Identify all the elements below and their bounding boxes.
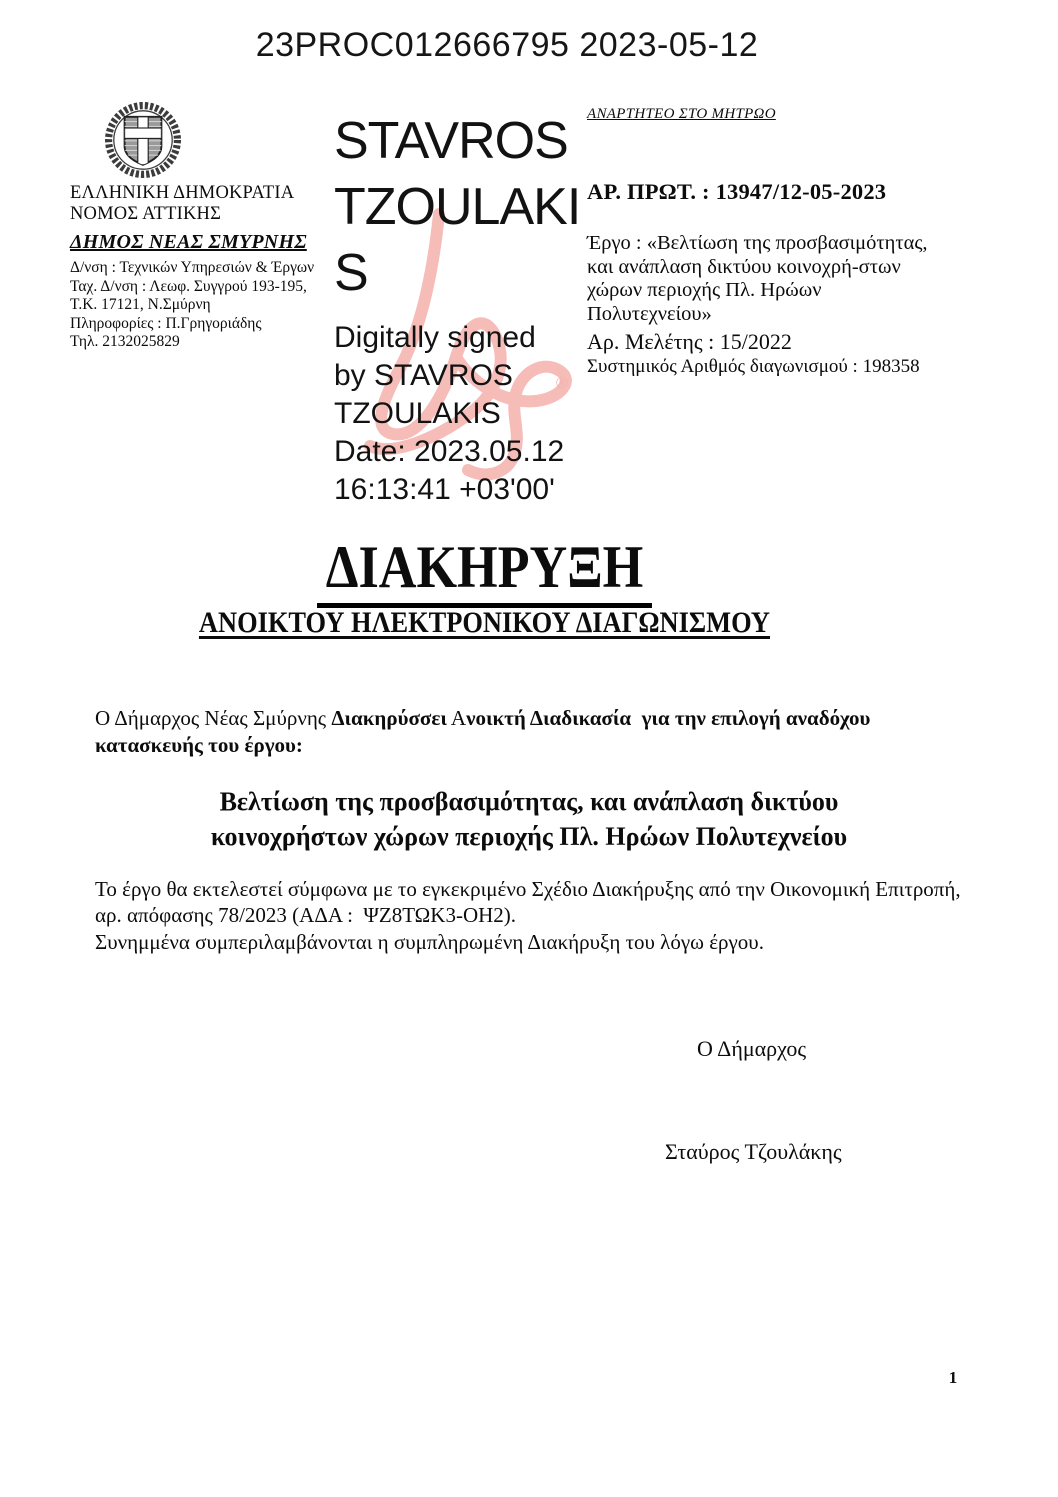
- protocol-number: ΑΡ. ΠΡΩΤ. : 13947/12-05-2023: [587, 179, 887, 204]
- document-subtitle: ΑΝΟΙΚΤΟΥ ΗΛΕΚΤΡΟΝΙΚΟΥ ΔΙΑΓΩΝΙΣΜΟΥ: [198, 606, 770, 639]
- signature-detail-line: Date: 2023.05.12: [334, 435, 565, 468]
- project-description: [587, 232, 959, 326]
- agency-country: ΕΛΛΗΝΙΚΗ ΔΗΜΟΚΡΑΤΙΑ: [70, 183, 295, 203]
- study-number: Αρ. Μελέτης : 15/2022: [587, 329, 792, 354]
- intro-segment: Α: [446, 706, 467, 730]
- signature-detail-line: by STAVROS: [334, 359, 513, 392]
- agency-contact: Πληροφορίες : Π.Γρηγοριάδης: [70, 314, 262, 332]
- posted-to-registry-label: ΑΝΑΡΤΗΤΕΟ ΣΤΟ ΜΗΤΡΩΟ: [587, 106, 776, 122]
- digital-signature-stamp: [334, 108, 596, 509]
- project-heading-line: κοινοχρήστων χώρων περιοχής Πλ. Ηρώων Πολυτεχνείου: [210, 822, 848, 851]
- project-title-heading: [55, 784, 1003, 854]
- main-title-wrap: [0, 536, 968, 608]
- closing-role: Ο Δήμαρχος: [697, 1036, 807, 1061]
- signer-name-line: TZOULAKI: [334, 178, 581, 236]
- subtitle-wrap: [0, 606, 968, 640]
- greek-coat-of-arms-icon: [101, 100, 185, 180]
- signer-name-large: [334, 108, 596, 306]
- agency-phone: Τηλ. 2132025829: [70, 333, 180, 351]
- registered-trademark-glyph: ®: [556, 375, 568, 392]
- project-description-line: Έργο : «Βελτίωση της προσβασιμότητας,: [587, 232, 928, 254]
- agency-municipality: ΔΗΜΟΣ ΝΕΑΣ ΣΜΥΡΝΗΣ: [70, 231, 307, 253]
- signer-name-line: STAVROS: [334, 112, 568, 170]
- intro-segment: Ο Δήμαρχος Νέας Σμύρνης: [95, 706, 332, 730]
- issuing-authority-block: [70, 100, 360, 352]
- document-title: ΔΙΑΚΗΡΥΞΗ: [317, 536, 652, 608]
- agency-address: Ταχ. Δ/νση : Λεωφ. Συγγρού 193-195,: [70, 277, 307, 295]
- project-description-line: Πολυτεχνείου»: [587, 302, 712, 325]
- approval-paragraph: Το έργο θα εκτελεστεί σύμφωνα με το εγκεκριμένο Σχέδιο Διακήρυξης από την Οικονομική Επιτροπή, αρ. απόφασης 78/2023 (ΑΔΑ : ΨΖ8ΤΩΚ3-ΟΗ2).: [95, 877, 966, 927]
- signer-name-line: S: [334, 244, 368, 302]
- signature-detail-line: Digitally signed: [334, 321, 536, 354]
- project-description-line: χώρων περιοχής Πλ. Ηρώων: [587, 279, 822, 301]
- intro-segment-bold: Διακηρύσσει: [331, 706, 447, 730]
- page-number: 1: [948, 1368, 958, 1387]
- project-description-line: και ανάπλαση δικτύου κοινοχρή-στων: [587, 255, 901, 278]
- system-tender-number: Συστημικός Αριθμός διαγωνισμού : 198358: [587, 356, 920, 377]
- intro-segment-bold: νοικτή Διαδικασία για την επιλογή αναδόχου κατασκευής του έργου:: [95, 706, 876, 757]
- registry-info-block: [587, 106, 959, 378]
- intro-paragraph: [95, 705, 975, 759]
- signature-details: [334, 319, 596, 509]
- agency-postal: Τ.Κ. 17121, Ν.Σμύρνη: [70, 296, 211, 314]
- closing-signer-name: Σταύρος Τζουλάκης: [665, 1139, 842, 1164]
- signature-detail-line: 16:13:41 +03'00': [334, 473, 555, 506]
- procurement-code-header: 23PROC012666795 2023-05-12: [255, 26, 759, 64]
- agency-department: Δ/νση : Τεχνικών Υπηρεσιών & Έργων: [70, 259, 315, 276]
- signature-detail-line: TZOULAKIS: [334, 397, 501, 430]
- attachments-paragraph: Συνημμένα συμπεριλαμβάνονται η συμπληρωμένη Διακήρυξη του λόγω έργου.: [95, 930, 764, 954]
- agency-prefecture: ΝΟΜΟΣ ΑΤΤΙΚΗΣ: [70, 204, 222, 224]
- project-heading-line: Βελτίωση της προσβασιμότητας, και ανάπλαση δικτύου: [219, 787, 839, 816]
